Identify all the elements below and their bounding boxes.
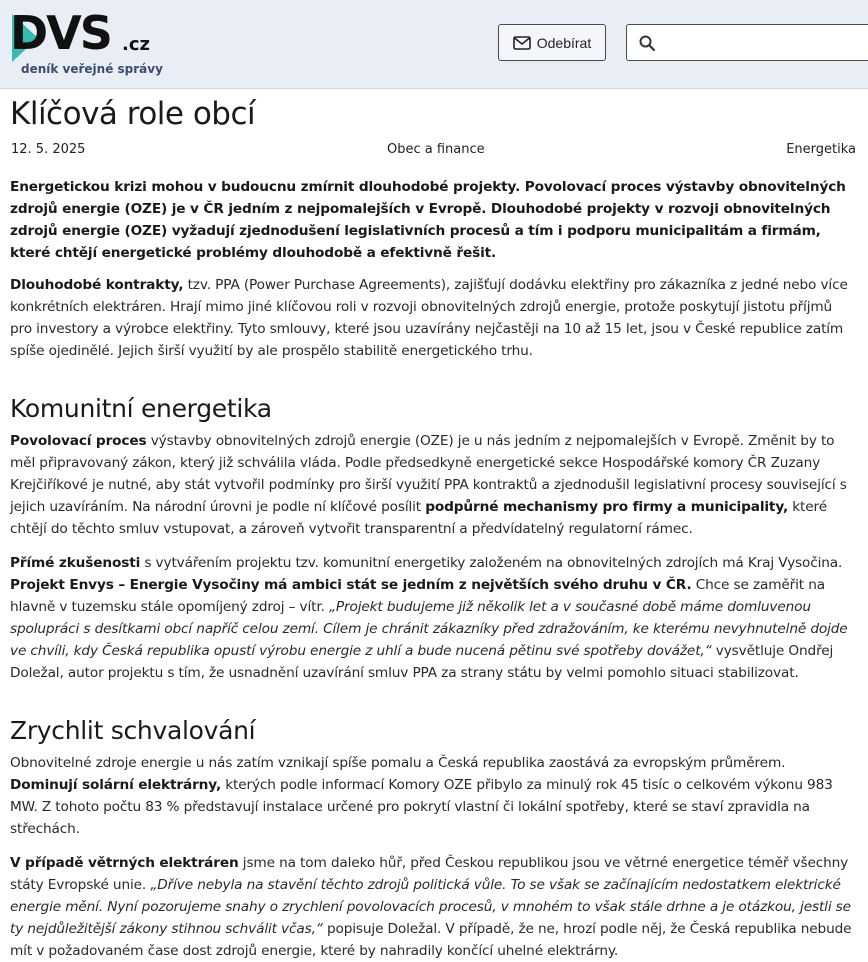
bold-text: V případě větrných elektráren (10, 855, 239, 871)
text: popisuje Doležal. V případě, že ne, hrozí podle něj, že Česká republika nebude mít v požadovaném čase dost zdrojů energie, které by nahradily končící uhelné elektrárny. (10, 921, 852, 959)
search-box[interactable] (626, 24, 868, 61)
article-rubric[interactable]: Obec a finance (387, 142, 485, 157)
quote: „Dříve nebyla na stavění těchto zdrojů politická vůle. To se však se začínajícím nedostatkem elektrické energie mění. Nyní pozorujeme snahy o zrychlení povolovacích procesů, v mnohém to však stále drhne a je otázkou, jestli se ty nejdůležitější zákony stihnou schválit včas,“ (10, 877, 851, 937)
quote: „Projekt budujeme již několik let a v současné době máme domluvenou spolupráci s desítkami obcí napříč celou zemí. Cílem je chránit zákazníky před zdražováním, ke kterému nevyhnutelně dojde ve chvíli, kdy Česká republika opustí výrobu energie z uhlí a bude nucená pětinu své spotřeby dovážet,“ (10, 599, 848, 659)
text: kterých podle informací Komory OZE přibylo za minulý rok 45 tisíc o celkovém výkonu 983 MW. Z tohoto počtu 83 % představují instalace určené pro pokrytí vlastní či lokální spotřeby, které se staví zpravidla na střechách. (10, 777, 833, 837)
subscribe-label: Odebírat (536, 34, 592, 51)
mail-icon (513, 36, 531, 50)
logo-text: DVS (10, 6, 111, 60)
paragraph (10, 274, 856, 362)
article-meta (10, 142, 856, 162)
text: jsme na tom daleko hůř, před Českou republikou jsou ve větrné energetice téměř všechny státy Evropské unie. (10, 855, 849, 893)
bold-text: Dlouhodobé kontrakty, (10, 277, 184, 293)
bold-text: Projekt Envys – Energie Vysočiny má ambici stát se jedním z největších svého druhu v ČR. (10, 577, 692, 593)
text: které chtějí do těchto smluv vstupovat, a zároveň vytvořit transparentní a předvídatelný regulatorní rámec. (10, 499, 827, 537)
search-input[interactable] (663, 28, 863, 58)
bold-text: Přímé zkušenosti (10, 555, 141, 571)
section-heading: Zrychlit schvalování (10, 716, 256, 745)
paragraph (10, 552, 856, 684)
site-logo[interactable] (10, 6, 163, 78)
text: Obnovitelné zdroje energie u nás zatím vznikají spíše pomalu a Česká republika zaostává za evropským průměrem. (10, 755, 786, 771)
search-icon[interactable] (639, 35, 655, 51)
paragraph (10, 852, 856, 962)
text: s vytvářením projektu tzv. komunitní energetiky založeném na obnovitelných zdrojích má Kraj Vysočina. (140, 555, 843, 571)
article-date: 12. 5. 2025 (11, 142, 86, 157)
text: vysvětluje Ondřej Doležal, autor projektu s tím, že usnadnění uzavírání smluv PPA za strany státu by velmi pomohlo situaci stabilizovat. (10, 643, 834, 681)
article-tag[interactable]: Energetika (786, 142, 856, 157)
paragraph (10, 430, 856, 540)
text: Chce se zaměřit na hlavně v tuzemsku stále opomíjený zdroj – vítr. (10, 577, 825, 615)
logo-tagline: deník veřejné správy (21, 62, 163, 76)
article-title: Klíčová role obcí (10, 96, 256, 132)
paragraph (10, 752, 856, 840)
subscribe-button[interactable] (498, 24, 606, 61)
bold-text: Povolovací proces (10, 433, 147, 449)
text: tzv. PPA (Power Purchase Agreements), zajišťují dodávku elektřiny pro zákazníka z jedné nebo více konkrétních elektráren. Hrají mimo jiné klíčovou roli v rozvoji obnovitelných zdrojů energie, protože poskytují jistotu příjmů pro investory a výrobce elektřiny. Tyto smlouvy, které jsou uzavírány nejčastěji na 10 až 15 let, jsou v České republice zatím spíše ojedinělé. Jejich širší využití by ale prospělo stabilitě energetického trhu. (10, 277, 848, 359)
article-perex: Energetickou krizi mohou v budoucnu zmírnit dlouhodobé projekty. Povolovací proces výstavby obnovitelných zdrojů energie (OZE) je v ČR jedním z nejpomalejších v Evropě. Dlouhodobé projekty v rozvoji obnovitelných zdrojů energie (OZE) vyžadují zjednodušení legislativních procesů a tím i podporu municipalitám a firmám, které chtějí energetické problémy dlouhodobě a efektivně řešit. (10, 179, 846, 261)
logo-tld: .cz (122, 34, 150, 55)
article (10, 94, 856, 962)
section-heading: Komunitní energetika (10, 394, 272, 423)
bold-text: podpůrné mechanismy pro firmy a municipality, (425, 499, 789, 515)
text: výstavby obnovitelných zdrojů energie (OZE) je u nás jedním z nejpomalejších v Evropě. Změnit by to měl připravovaný zákon, který již schválila vláda. Podle předsedkyně energetické sekce Hospodářské komory ČR Zuzany Krejčiříkové je nutné, aby stát vytvořil podmínky pro širší využití PPA kontraktů a zjednodušil legislativní procesy související s jejich uzavíráním. Na národní úrovni je podle ní klíčové posílit (10, 433, 847, 515)
bold-text: Dominují solární elektrárny, (10, 777, 222, 793)
site-header (0, 0, 868, 89)
